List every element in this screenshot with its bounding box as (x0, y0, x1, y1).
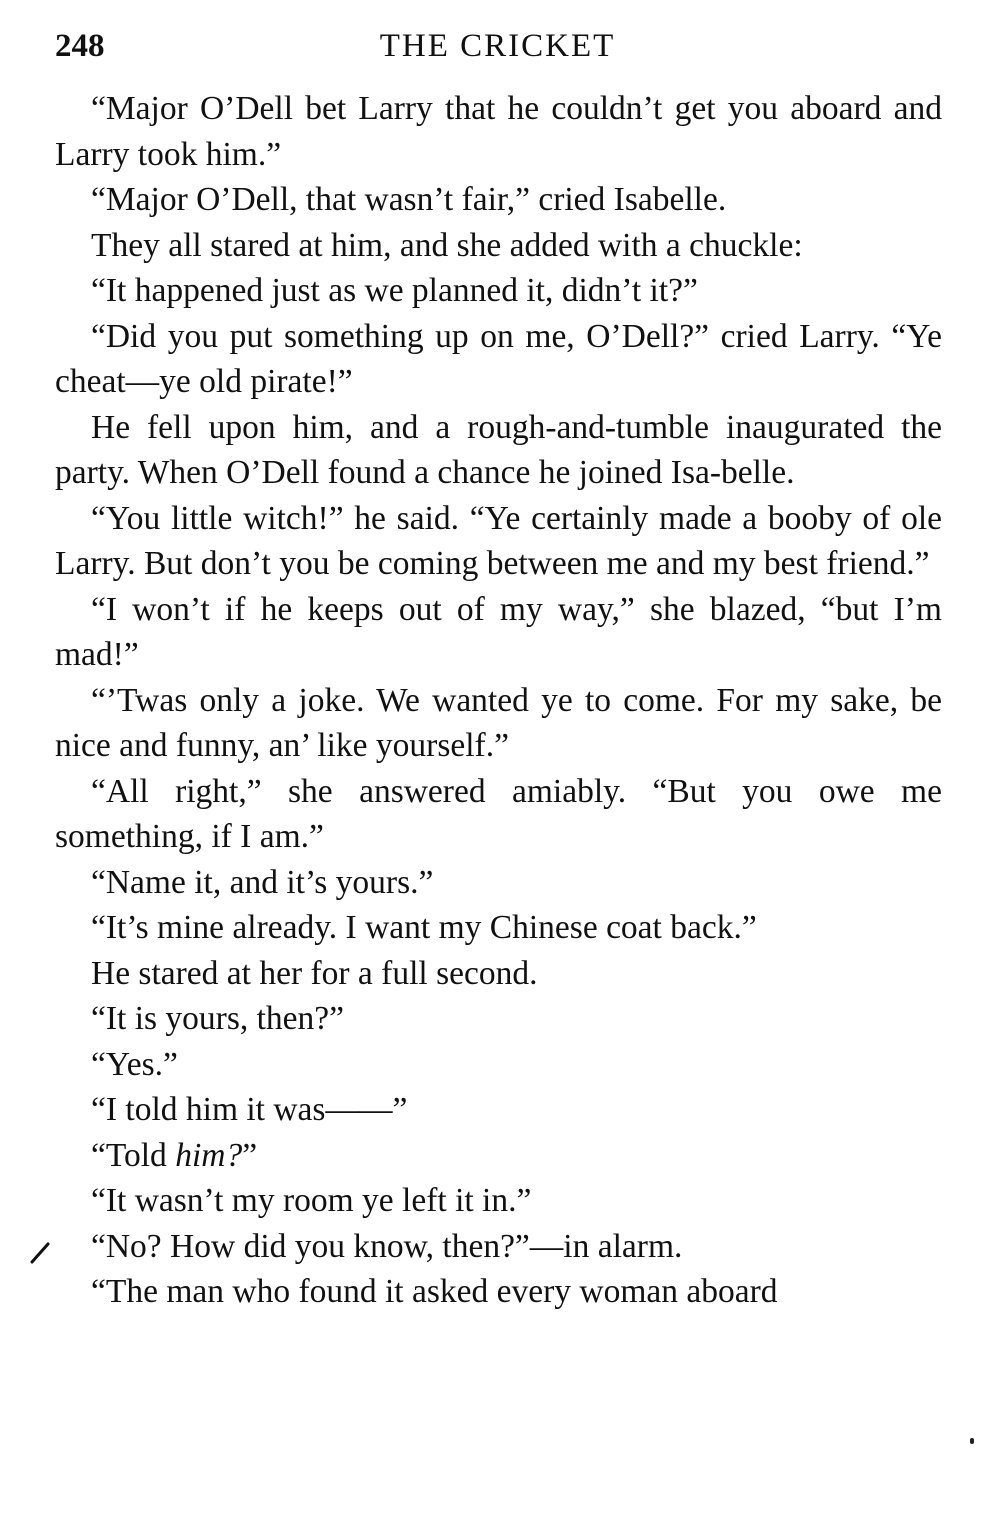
paragraph: “All right,” she answered amiably. “But you owe me something, if I am.” (55, 772, 942, 855)
paragraph: “Major O’Dell bet Larry that he couldn’t get you aboard and Larry took him.” (55, 90, 942, 173)
paragraph: “Yes.” (91, 1045, 178, 1083)
paragraph-text: ” (242, 1136, 258, 1174)
paragraph: He stared at her for a full second. (91, 954, 538, 992)
ink-speck (970, 1438, 974, 1444)
paragraph: They all stared at him, and she added with a chuckle: (91, 226, 803, 264)
pencil-tick-mark (30, 1240, 50, 1264)
paragraph: “It is yours, then?” (91, 1000, 345, 1037)
paragraph: “Did you put something up on me, O’Dell?” cried Larry. “Ye cheat—ye old pirate!” (55, 317, 942, 400)
paragraph: “The man who found it asked every woman aboard (91, 1273, 778, 1310)
paragraph: “I told him it was——” (91, 1091, 408, 1128)
paragraph: “It’s mine already. I want my Chinese coat back.” (91, 909, 757, 946)
page-header (55, 28, 940, 78)
paragraph (55, 1133, 942, 1179)
paragraph: “No? How did you know, then?”—in alarm. (91, 1227, 683, 1265)
body-text (55, 86, 942, 1315)
paragraph: He fell upon him, and a rough-and-tumble inaugurated the party. When O’Dell found a chance he joined Isa-belle. (55, 408, 942, 491)
paragraph: “I won’t if he keeps out of my way,” she blazed, “but I’m mad!” (55, 590, 942, 673)
paragraph: “You little witch!” he said. “Ye certainly made a booby of ole Larry. But don’t you be coming between me and my best friend.” (55, 499, 942, 582)
paragraph-text: “Told (91, 1136, 176, 1174)
paragraph: “It wasn’t my room ye left it in.” (91, 1182, 532, 1219)
page-number: 248 (55, 28, 105, 64)
paragraph: “’Twas only a joke. We wanted ye to come. For my sake, be nice and funny, an’ like yourself.” (55, 681, 942, 764)
paragraph: “It happened just as we planned it, didn’t it?” (91, 272, 698, 309)
paragraph: “Major O’Dell, that wasn’t fair,” cried Isabelle. (91, 181, 727, 218)
emphasis-text: him? (175, 1136, 243, 1174)
running-title: THE CRICKET (379, 28, 616, 64)
paragraph: “Name it, and it’s yours.” (91, 863, 434, 901)
